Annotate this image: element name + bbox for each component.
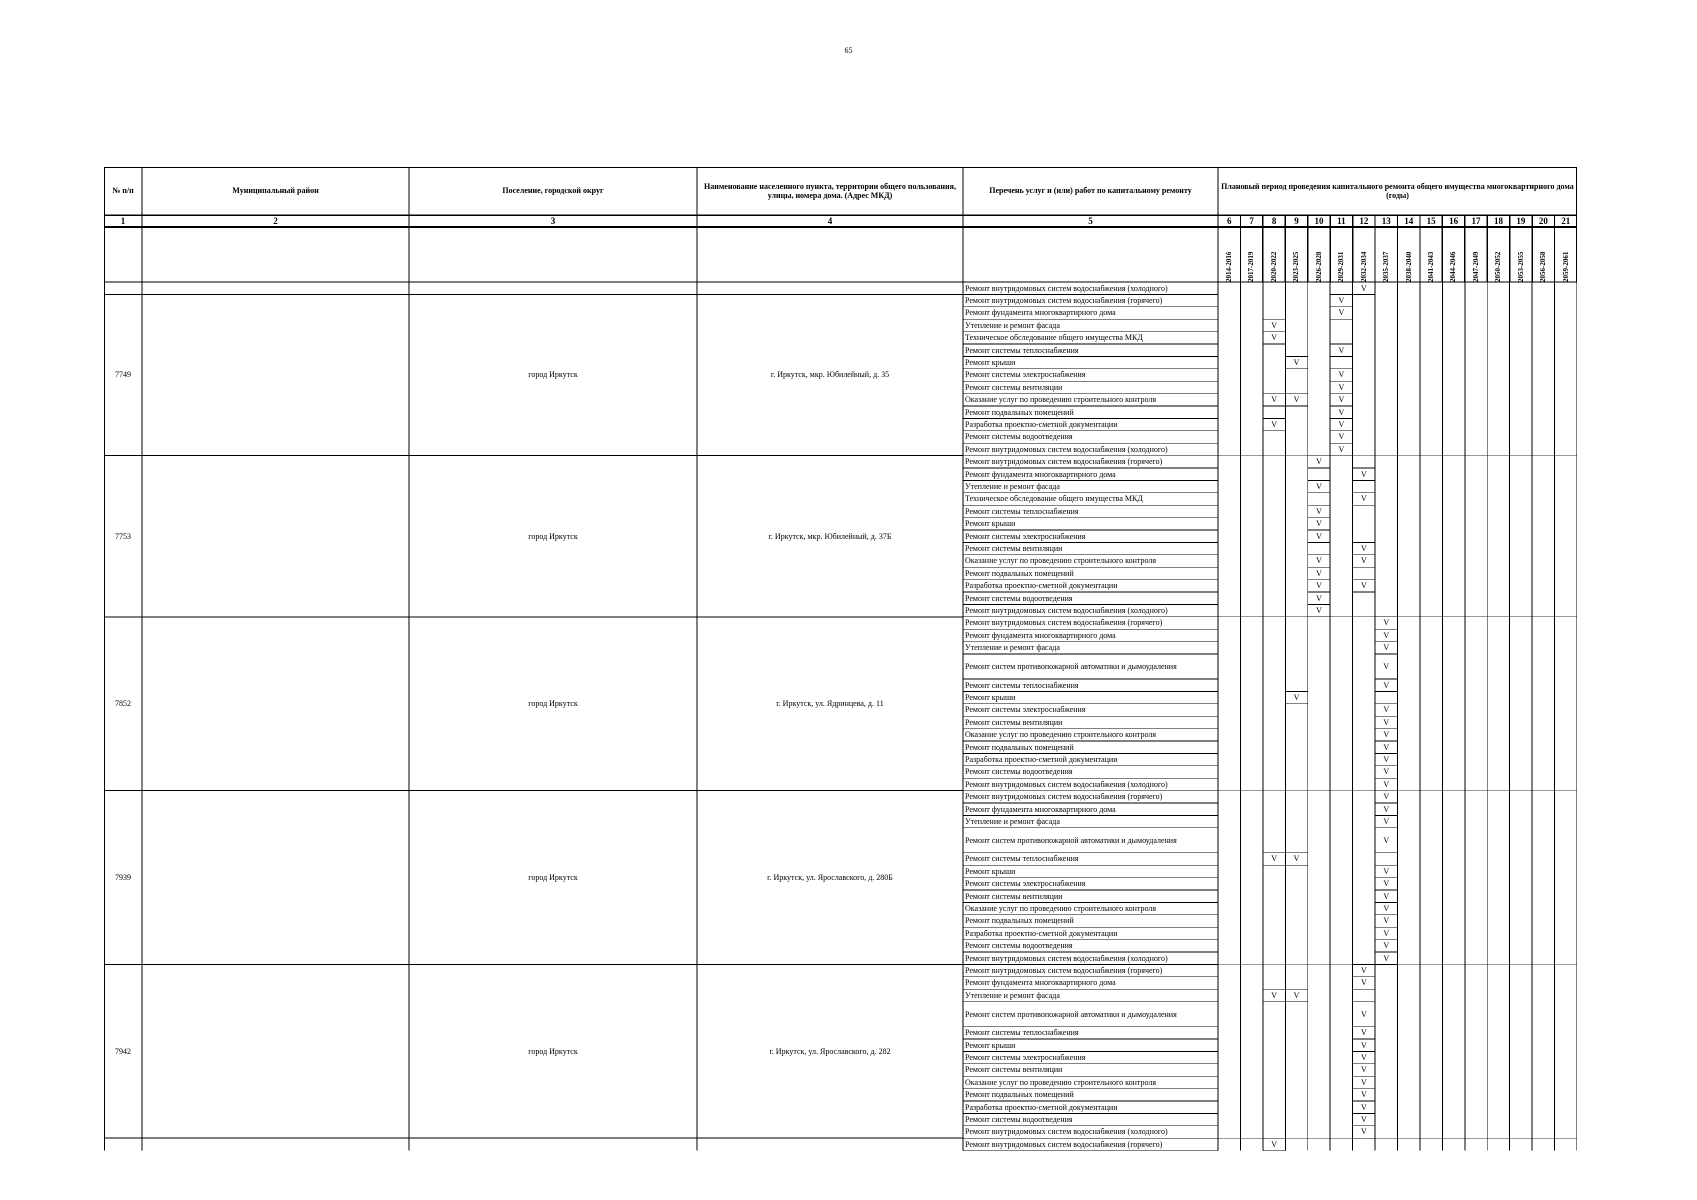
period-label: 2059-2061	[1561, 251, 1570, 282]
period-label: 2020-2022	[1270, 251, 1279, 282]
work-item: Ремонт системы теплоснабжения	[965, 1028, 1079, 1038]
work-item: Ремонт внутридомовых систем водоснабжения (горячего)	[965, 1139, 1163, 1149]
work-item: Ремонт системы электроснабжения	[965, 879, 1086, 889]
column-number: 9	[1294, 215, 1299, 226]
work-item: Разработка проектно-сметной документации	[965, 1102, 1118, 1112]
work-item: Утепление и ремонт фасада	[965, 320, 1060, 330]
planned-mark: V	[1316, 531, 1322, 541]
planned-mark: V	[1271, 854, 1277, 864]
planned-mark: V	[1360, 1028, 1367, 1038]
planned-mark: V	[1360, 1102, 1367, 1112]
header-col-address: Наименование населенного пункта, территории общего пользования, улицы, номера дома. (Адрес МКД)	[704, 181, 956, 200]
work-item: Техническое обследование общего имущества МКД	[965, 333, 1143, 343]
planned-mark: V	[1383, 680, 1390, 690]
building-district	[142, 791, 409, 965]
period-label: 2032-2034	[1359, 251, 1368, 282]
planned-mark: V	[1360, 283, 1367, 293]
column-number: 19	[1516, 215, 1526, 226]
work-item: Ремонт внутридомовых систем водоснабжения (холодного)	[965, 1127, 1168, 1137]
column-number: 3	[550, 215, 556, 226]
planned-mark: V	[1383, 767, 1390, 777]
period-label: 2014-2016	[1225, 251, 1234, 282]
planned-mark: V	[1383, 928, 1390, 938]
column-number: 2	[273, 215, 278, 226]
work-item: Утепление и ремонт фасада	[965, 481, 1060, 491]
work-item: Ремонт внутридомовых систем водоснабжения (холодного)	[965, 779, 1168, 789]
work-item: Ремонт фундамента многоквартирного дома	[965, 978, 1116, 988]
planned-mark: V	[1293, 395, 1300, 405]
planned-mark: V	[1338, 308, 1345, 318]
planned-mark: V	[1271, 419, 1277, 429]
planned-mark: V	[1383, 705, 1390, 715]
planned-mark: V	[1360, 556, 1367, 566]
work-item: Ремонт фундамента многоквартирного дома	[965, 469, 1116, 479]
column-number: 4	[827, 215, 833, 226]
building-number: 7942	[115, 1046, 131, 1056]
period-label: 2041-2043	[1427, 251, 1436, 282]
planned-mark: V	[1383, 754, 1390, 764]
planned-mark: V	[1338, 419, 1345, 429]
planned-mark: V	[1316, 506, 1322, 516]
planned-mark: V	[1383, 618, 1390, 628]
planned-mark: V	[1383, 953, 1390, 963]
work-item: Ремонт внутридомовых систем водоснабжения (холодного)	[965, 605, 1168, 615]
work-item: Ремонт систем противопожарной автоматики и дымоудаления	[965, 835, 1177, 845]
planned-mark: V	[1293, 692, 1300, 702]
work-item: Ремонт системы теплоснабжения	[965, 680, 1079, 690]
planned-mark: V	[1383, 804, 1390, 814]
building-number: 7852	[115, 699, 131, 709]
work-item: Оказание услуг по проведению строительного контроля	[965, 1077, 1157, 1087]
column-number: 11	[1337, 215, 1346, 226]
work-item: Ремонт системы электроснабжения	[965, 1052, 1086, 1062]
column-number: 20	[1538, 215, 1548, 226]
planned-mark: V	[1383, 835, 1390, 845]
work-item: Ремонт системы вентиляции	[965, 1065, 1063, 1075]
period-label: 2044-2046	[1449, 251, 1458, 282]
work-item: Ремонт системы вентиляции	[965, 717, 1063, 727]
planned-mark: V	[1360, 581, 1367, 591]
planned-mark: V	[1338, 382, 1345, 392]
column-number: 12	[1359, 215, 1369, 226]
work-item: Ремонт внутридомовых систем водоснабжения (холодного)	[965, 283, 1168, 293]
work-item: Ремонт системы электроснабжения	[965, 705, 1086, 715]
planned-mark: V	[1293, 854, 1300, 864]
work-item: Техническое обследование общего имущества МКД	[965, 494, 1143, 504]
work-item: Ремонт систем противопожарной автоматики и дымоудаления	[965, 661, 1177, 671]
planned-mark: V	[1360, 1090, 1367, 1100]
header-col-district: Муниципальный район	[232, 186, 319, 196]
planned-mark: V	[1338, 444, 1345, 454]
planned-mark: V	[1316, 581, 1322, 591]
planned-mark: V	[1383, 916, 1390, 926]
planned-mark: V	[1383, 779, 1390, 789]
header-col-settlement: Поселение, городской округ	[502, 186, 604, 196]
period-label: 2056-2058	[1539, 251, 1548, 282]
period-label: 2050-2052	[1494, 251, 1503, 282]
planned-mark: V	[1338, 407, 1345, 417]
work-item: Ремонт внутридомовых систем водоснабжения (холодного)	[965, 444, 1168, 454]
period-label: 2035-2037	[1382, 251, 1391, 282]
column-number: 6	[1226, 215, 1232, 226]
planned-mark: V	[1338, 370, 1345, 380]
column-number: 14	[1404, 215, 1414, 226]
work-item: Разработка проектно-сметной документации	[965, 581, 1118, 591]
column-number: 7	[1249, 215, 1254, 226]
planned-mark: V	[1383, 941, 1390, 951]
planned-mark: V	[1383, 816, 1390, 826]
building-number: 7749	[115, 370, 131, 380]
work-item: Ремонт крыши	[965, 692, 1016, 702]
work-item: Ремонт внутридомовых систем водоснабжения (горячего)	[965, 965, 1163, 975]
building-district	[142, 617, 409, 791]
planned-mark: V	[1293, 990, 1300, 1000]
column-number: 8	[1271, 215, 1277, 226]
building-district	[142, 964, 409, 1138]
work-item: Оказание услуг по проведению строительного контроля	[965, 556, 1157, 566]
planned-mark: V	[1271, 320, 1277, 330]
work-item: Ремонт систем противопожарной автоматики и дымоудаления	[965, 1009, 1177, 1019]
building-settlement: город Иркутск	[528, 699, 578, 709]
period-label: 2017-2019	[1247, 251, 1256, 282]
work-item: Ремонт системы вентиляции	[965, 891, 1063, 901]
planned-mark: V	[1271, 1139, 1277, 1149]
planned-mark: V	[1383, 792, 1390, 802]
work-item: Ремонт системы водоотведения	[965, 941, 1073, 951]
header-col-period: Плановый период проведения капитального ремонта общего имущества многоквартирного дома (годы)	[1221, 181, 1574, 200]
work-item: Ремонт системы водоотведения	[965, 1114, 1073, 1124]
work-item: Ремонт подвальных помещений	[965, 568, 1074, 578]
work-item: Ремонт внутридомовых систем водоснабжения (горячего)	[965, 618, 1163, 628]
planned-mark: V	[1360, 469, 1367, 479]
work-item: Ремонт системы теплоснабжения	[965, 506, 1079, 516]
table-cells	[104, 167, 1577, 1167]
planned-mark: V	[1360, 978, 1367, 988]
column-number: 21	[1561, 215, 1571, 226]
work-item: Ремонт системы водоотведения	[965, 593, 1073, 603]
planned-mark: V	[1316, 457, 1322, 467]
planned-mark: V	[1316, 593, 1322, 603]
planned-mark: V	[1338, 395, 1345, 405]
work-item: Ремонт крыши	[965, 357, 1016, 367]
planned-mark: V	[1271, 990, 1277, 1000]
planned-mark: V	[1316, 519, 1322, 529]
planned-mark: V	[1293, 357, 1300, 367]
planned-mark: V	[1338, 295, 1345, 305]
column-number: 1	[120, 215, 126, 226]
building-district	[142, 294, 409, 455]
period-label: 2023-2025	[1292, 251, 1301, 282]
work-item: Ремонт системы вентиляции	[965, 543, 1063, 553]
work-item: Ремонт системы вентиляции	[965, 382, 1063, 392]
planned-mark: V	[1383, 903, 1390, 913]
building-district	[142, 456, 409, 617]
building-address: г. Иркутск, ул. Ярославского, д. 280Б	[767, 872, 893, 882]
building-settlement: город Иркутск	[528, 1046, 578, 1056]
work-item: Ремонт подвальных помещений	[965, 407, 1074, 417]
work-item: Ремонт внутридомовых систем водоснабжения (горячего)	[965, 792, 1163, 802]
period-label: 2047-2049	[1472, 251, 1480, 282]
work-item: Ремонт системы теплоснабжения	[965, 854, 1079, 864]
work-item: Ремонт подвальных помещений	[965, 1090, 1074, 1100]
work-item: Ремонт крыши	[965, 866, 1016, 876]
period-label: 2053-2055	[1516, 251, 1525, 282]
planned-mark: V	[1383, 891, 1390, 901]
work-item: Оказание услуг по проведению строительного контроля	[965, 395, 1157, 405]
building-address: г. Иркутск, ул. Ядринцева, д. 11	[776, 699, 884, 709]
work-item: Утепление и ремонт фасада	[965, 816, 1060, 826]
work-item: Ремонт подвальных помещений	[965, 916, 1074, 926]
period-label: 2029-2031	[1337, 251, 1346, 282]
planned-mark: V	[1360, 1052, 1367, 1062]
building-settlement: город Иркутск	[528, 370, 578, 380]
planned-mark: V	[1316, 568, 1322, 578]
work-item: Разработка проектно-сметной документации	[965, 928, 1118, 938]
planned-mark: V	[1360, 1114, 1367, 1124]
work-item: Ремонт системы водоотведения	[965, 767, 1073, 777]
work-item: Ремонт внутридомовых систем водоснабжения (горячего)	[965, 295, 1163, 305]
planned-mark: V	[1360, 965, 1367, 975]
column-number: 17	[1471, 215, 1481, 226]
work-item: Разработка проектно-сметной документации	[965, 419, 1118, 429]
header-col-no: № п/п	[112, 186, 134, 196]
work-item: Оказание услуг по проведению строительного контроля	[965, 730, 1157, 740]
page-number: 65	[844, 46, 853, 55]
header-col-works: Перечень услуг и (или) работ по капитальному ремонту	[989, 186, 1192, 196]
planned-mark: V	[1271, 395, 1277, 405]
planned-mark: V	[1360, 1077, 1367, 1087]
building-settlement: город Иркутск	[528, 531, 578, 541]
planned-mark: V	[1360, 1040, 1367, 1050]
planned-mark: V	[1383, 879, 1390, 889]
work-item: Ремонт системы водоотведения	[965, 432, 1073, 442]
planned-mark: V	[1360, 1065, 1367, 1075]
column-number: 15	[1426, 215, 1436, 226]
work-item: Разработка проектно-сметной документации	[965, 754, 1118, 764]
planned-mark: V	[1316, 481, 1322, 491]
planned-mark: V	[1360, 543, 1367, 553]
work-item: Ремонт системы электроснабжения	[965, 370, 1086, 380]
work-item: Ремонт внутридомовых систем водоснабжения (холодного)	[965, 953, 1168, 963]
building-number: 7939	[115, 872, 131, 882]
planned-mark: V	[1383, 730, 1390, 740]
work-item: Ремонт фундамента многоквартирного дома	[965, 308, 1116, 318]
planned-mark: V	[1338, 432, 1345, 442]
work-item: Утепление и ремонт фасада	[965, 643, 1060, 653]
planned-mark: V	[1316, 605, 1322, 615]
planned-mark: V	[1360, 1009, 1367, 1019]
work-item: Ремонт фундамента многоквартирного дома	[965, 630, 1116, 640]
work-item: Ремонт внутридомовых систем водоснабжения (горячего)	[965, 457, 1163, 467]
building-settlement: город Иркутск	[528, 872, 578, 882]
period-label: 2038-2040	[1404, 251, 1413, 282]
work-item: Ремонт системы электроснабжения	[965, 531, 1086, 541]
work-item: Утепление и ремонт фасада	[965, 990, 1060, 1000]
planned-mark: V	[1271, 333, 1277, 343]
capital-repair-table	[104, 167, 1577, 1167]
planned-mark: V	[1383, 866, 1390, 876]
planned-mark: V	[1383, 630, 1390, 640]
work-item: Ремонт крыши	[965, 1040, 1016, 1050]
column-number: 10	[1314, 215, 1324, 226]
planned-mark: V	[1360, 494, 1367, 504]
column-number: 13	[1381, 215, 1391, 226]
planned-mark: V	[1383, 643, 1390, 653]
building-address: г. Иркутск, мкр. Юбилейный, д. 35	[770, 370, 890, 380]
column-number: 5	[1088, 215, 1093, 226]
work-item: Ремонт крыши	[965, 519, 1016, 529]
work-item: Ремонт фундамента многоквартирного дома	[965, 804, 1116, 814]
work-item: Ремонт системы теплоснабжения	[965, 345, 1079, 355]
column-number: 16	[1449, 215, 1459, 226]
planned-mark: V	[1383, 742, 1390, 752]
work-item: Оказание услуг по проведению строительного контроля	[965, 903, 1157, 913]
building-address: г. Иркутск, ул. Ярославского, д. 282	[769, 1046, 891, 1056]
planned-mark: V	[1316, 556, 1322, 566]
building-number: 7753	[115, 531, 131, 541]
period-label: 2026-2028	[1314, 251, 1323, 282]
building-address: г. Иркутск, мкр. Юбилейный, д. 37Б	[768, 531, 892, 541]
planned-mark: V	[1360, 1127, 1367, 1137]
work-item: Ремонт подвальных помещений	[965, 742, 1074, 752]
column-number: 18	[1493, 215, 1503, 226]
planned-mark: V	[1383, 661, 1390, 671]
planned-mark: V	[1338, 345, 1345, 355]
planned-mark: V	[1383, 717, 1390, 727]
